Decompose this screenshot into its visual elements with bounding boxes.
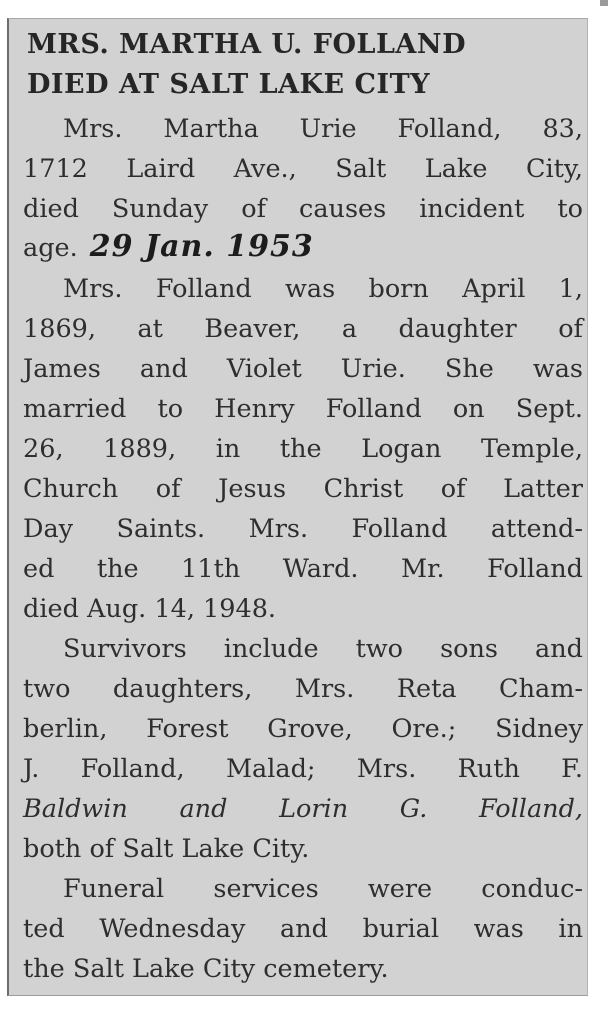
paragraph-3-line-6: both of Salt Lake City. (23, 834, 310, 864)
handwritten-date-annotation: 29 Jan. 1953 (89, 229, 314, 264)
paragraph-3-line-3: berlin, Forest Grove, Ore.; Sidney (23, 714, 583, 744)
paragraph-2-line-6: Church of Jesus Christ of Latter (23, 474, 583, 504)
paragraph-1-line-4 (23, 227, 583, 268)
paragraph-3-line-1: Survivors include two sons and (63, 634, 583, 664)
paragraph-4-line-2: ted Wednesday and burial was in (23, 914, 583, 944)
paragraph-4-line-1: Funeral services were conduc- (63, 874, 583, 904)
paragraph-1-line-1: Mrs. Martha Urie Folland, 83, (63, 114, 583, 144)
paragraph-2-line-9: died Aug. 14, 1948. (23, 594, 277, 624)
paragraph-1-last-word: age. (23, 233, 78, 263)
paragraph-1-line-3: died Sunday of causes incident to (23, 194, 583, 224)
newspaper-clipping (7, 18, 588, 996)
paragraph-3-line-2: two daughters, Mrs. Reta Cham- (23, 674, 583, 704)
scan-corner-mark (600, 0, 608, 6)
paragraph-2-line-7: Day Saints. Mrs. Folland attend- (23, 514, 583, 544)
paragraph-2-line-5: 26, 1889, in the Logan Temple, (23, 434, 583, 464)
paragraph-2-line-4: married to Henry Folland on Sept. (23, 394, 583, 424)
paragraph-3-line-4: J. Folland, Malad; Mrs. Ruth F. (23, 754, 583, 784)
paragraph-2-line-1: Mrs. Folland was born April 1, (63, 274, 583, 304)
headline-line-2: DIED AT SALT LAKE CITY (27, 69, 430, 100)
headline-line-1: MRS. MARTHA U. FOLLAND (27, 29, 466, 60)
paragraph-2-line-3: James and Violet Urie. She was (23, 354, 583, 384)
paragraph-3-line-5: Baldwin and Lorin G. Folland, (23, 794, 583, 824)
paragraph-2-line-2: 1869, at Beaver, a daughter of (23, 314, 583, 344)
paragraph-4-line-3: the Salt Lake City cemetery. (23, 954, 389, 984)
paragraph-2-line-8: ed the 11th Ward. Mr. Folland (23, 554, 583, 584)
paragraph-1-line-2: 1712 Laird Ave., Salt Lake City, (23, 154, 583, 184)
